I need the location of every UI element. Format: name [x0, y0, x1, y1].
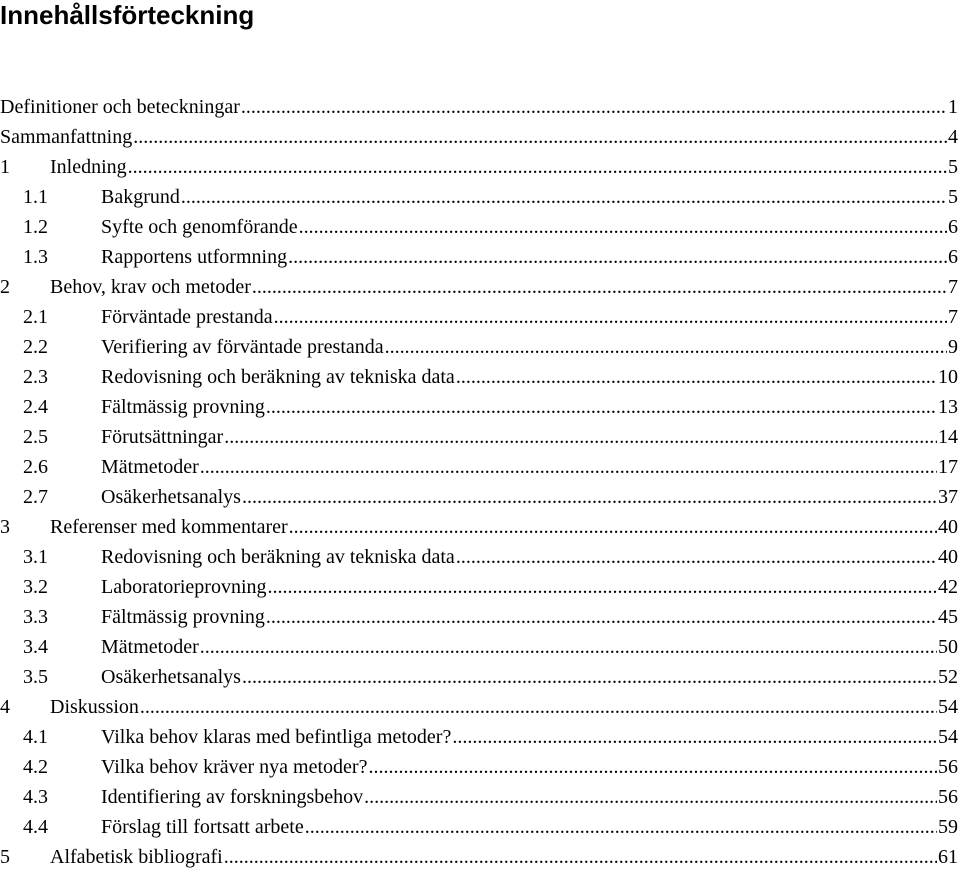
- toc-entry-number: 4.1: [23, 726, 48, 748]
- toc-dot-leader: [128, 152, 947, 182]
- toc-entry[interactable]: [0, 362, 960, 392]
- toc-entry-title: Bakgrund: [101, 186, 180, 208]
- toc-dot-leader: [268, 572, 938, 602]
- toc-entry-page-number: 52: [938, 666, 958, 688]
- toc-dot-leader: [252, 272, 947, 302]
- toc-entry-title: Alfabetisk bibliografi: [50, 846, 223, 868]
- toc-entry-title: Identifiering av forskningsbehov: [101, 786, 364, 808]
- toc-entry-page-number: 40: [938, 546, 958, 568]
- toc-entry-title: Förutsättningar: [101, 426, 224, 448]
- toc-entry[interactable]: [0, 92, 960, 122]
- toc-entry[interactable]: [0, 152, 960, 182]
- toc-entry-title: Syfte och genomförande: [101, 216, 298, 238]
- toc-entry-number: 3.1: [23, 546, 48, 568]
- toc-entry-page-number: 4: [948, 126, 958, 148]
- toc-dot-leader: [224, 842, 937, 872]
- toc-entry-number: 4.4: [23, 816, 48, 838]
- toc-dot-leader: [456, 542, 937, 572]
- toc-entry[interactable]: [0, 422, 960, 452]
- toc-entry-number: 4.3: [23, 786, 48, 808]
- toc-entry-title: Osäkerhetsanalys: [101, 666, 241, 688]
- toc-entry-title: Rapportens utformning: [101, 246, 288, 268]
- toc-entry[interactable]: [0, 752, 960, 782]
- toc-entry-page-number: 56: [938, 756, 958, 778]
- toc-dot-leader: [133, 122, 947, 152]
- toc-entry[interactable]: [0, 512, 960, 542]
- toc-entry[interactable]: [0, 722, 960, 752]
- toc-dot-leader: [200, 452, 937, 482]
- toc-entry-page-number: 59: [938, 816, 958, 838]
- toc-entry[interactable]: [0, 632, 960, 662]
- toc-entry-number: 2.3: [23, 366, 48, 388]
- toc-entry-page-number: 13: [938, 396, 958, 418]
- toc-entry[interactable]: [0, 392, 960, 422]
- toc-entry-number: 1.1: [23, 186, 48, 208]
- toc-dot-leader: [305, 812, 937, 842]
- toc-dot-leader: [452, 722, 937, 752]
- toc-entry-number: 2: [0, 276, 10, 298]
- toc-entry-number: 2.6: [23, 456, 48, 478]
- toc-entry-number: 5: [0, 846, 10, 868]
- toc-entry-page-number: 6: [948, 216, 958, 238]
- toc-entry[interactable]: [0, 482, 960, 512]
- toc-entry[interactable]: [0, 782, 960, 812]
- toc-dot-leader: [299, 212, 947, 242]
- toc-dot-leader: [274, 302, 947, 332]
- toc-entry-page-number: 14: [938, 426, 958, 448]
- page-title: Innehållsförteckning: [0, 0, 255, 30]
- toc-entry-title: Förväntade prestanda: [101, 306, 273, 328]
- toc-entry[interactable]: [0, 602, 960, 632]
- toc-entry[interactable]: [0, 242, 960, 272]
- toc-entry-number: 3.2: [23, 576, 48, 598]
- toc-entry-title: Vilka behov kräver nya metoder?: [101, 756, 368, 778]
- toc-entry-page-number: 45: [938, 606, 958, 628]
- toc-dot-leader: [364, 782, 937, 812]
- toc-entry-number: 2.1: [23, 306, 48, 328]
- toc-entry-page-number: 7: [948, 276, 958, 298]
- toc-entry-title: Mätmetoder: [101, 456, 199, 478]
- toc-entry-title: Redovisning och beräkning av tekniska data: [101, 366, 455, 388]
- toc-entry-page-number: 54: [938, 696, 958, 718]
- toc-dot-leader: [200, 632, 937, 662]
- toc-dot-leader: [140, 692, 937, 722]
- toc-entry-title: Vilka behov klaras med befintliga metoder?: [101, 726, 452, 748]
- toc-entry-number: 3: [0, 516, 10, 538]
- toc-entry-title: Behov, krav och metoder: [50, 276, 251, 298]
- toc-entry[interactable]: [0, 542, 960, 572]
- toc-entry-title: Sammanfattning: [0, 126, 133, 148]
- toc-entry-title: Laboratorieprovning: [101, 576, 267, 598]
- toc-entry-number: 3.3: [23, 606, 48, 628]
- toc-entry-page-number: 6: [948, 246, 958, 268]
- table-of-contents: [0, 92, 960, 872]
- toc-entry-title: Fältmässig provning: [101, 606, 265, 628]
- toc-entry-title: Förslag till fortsatt arbete: [101, 816, 304, 838]
- toc-entry-title: Definitioner och beteckningar: [0, 96, 240, 118]
- toc-entry[interactable]: [0, 182, 960, 212]
- toc-entry-page-number: 54: [938, 726, 958, 748]
- toc-dot-leader: [266, 602, 937, 632]
- toc-entry[interactable]: [0, 812, 960, 842]
- toc-entry-title: Mätmetoder: [101, 636, 199, 658]
- toc-entry-page-number: 56: [938, 786, 958, 808]
- toc-entry-title: Referenser med kommentarer: [50, 516, 288, 538]
- toc-entry-number: 4.2: [23, 756, 48, 778]
- toc-entry-page-number: 37: [938, 486, 958, 508]
- toc-entry-number: 2.5: [23, 426, 48, 448]
- toc-entry[interactable]: [0, 212, 960, 242]
- toc-entry[interactable]: [0, 122, 960, 152]
- toc-dot-leader: [288, 242, 947, 272]
- toc-entry[interactable]: [0, 572, 960, 602]
- toc-entry-number: 2.4: [23, 396, 48, 418]
- toc-entry-page-number: 17: [938, 456, 958, 478]
- toc-entry[interactable]: [0, 332, 960, 362]
- toc-entry-page-number: 42: [938, 576, 958, 598]
- toc-entry-page-number: 9: [948, 336, 958, 358]
- toc-entry-number: 2.2: [23, 336, 48, 358]
- toc-dot-leader: [242, 662, 937, 692]
- toc-entry-title: Osäkerhetsanalys: [101, 486, 241, 508]
- toc-entry-title: Redovisning och beräkning av tekniska data: [101, 546, 455, 568]
- toc-entry-title: Fältmässig provning: [101, 396, 265, 418]
- toc-entry-page-number: 1: [948, 96, 958, 118]
- toc-entry-page-number: 10: [938, 366, 958, 388]
- toc-entry-number: 1.3: [23, 246, 48, 268]
- toc-dot-leader: [242, 482, 937, 512]
- toc-dot-leader: [289, 512, 937, 542]
- toc-entry-number: 1: [0, 156, 10, 178]
- toc-entry-title: Inledning: [50, 156, 127, 178]
- toc-dot-leader: [385, 332, 947, 362]
- toc-entry-number: 4: [0, 696, 10, 718]
- toc-entry-page-number: 5: [948, 186, 958, 208]
- toc-dot-leader: [368, 752, 937, 782]
- toc-entry-page-number: 40: [938, 516, 958, 538]
- toc-entry-number: 1.2: [23, 216, 48, 238]
- toc-entry-number: 3.4: [23, 636, 48, 658]
- toc-dot-leader: [224, 422, 937, 452]
- toc-entry-page-number: 5: [948, 156, 958, 178]
- toc-dot-leader: [266, 392, 937, 422]
- toc-dot-leader: [181, 182, 947, 212]
- toc-entry[interactable]: [0, 452, 960, 482]
- toc-entry-page-number: 50: [938, 636, 958, 658]
- toc-dot-leader: [456, 362, 937, 392]
- toc-entry-page-number: 61: [938, 846, 958, 868]
- toc-entry-page-number: 7: [948, 306, 958, 328]
- toc-entry[interactable]: [0, 692, 960, 722]
- toc-entry[interactable]: [0, 842, 960, 872]
- toc-entry[interactable]: [0, 302, 960, 332]
- toc-entry[interactable]: [0, 272, 960, 302]
- toc-entry-number: 3.5: [23, 666, 48, 688]
- toc-entry[interactable]: [0, 662, 960, 692]
- toc-entry-number: 2.7: [23, 486, 48, 508]
- toc-entry-title: Verifiering av förväntade prestanda: [101, 336, 384, 358]
- toc-dot-leader: [241, 92, 947, 122]
- toc-entry-title: Diskussion: [50, 696, 139, 718]
